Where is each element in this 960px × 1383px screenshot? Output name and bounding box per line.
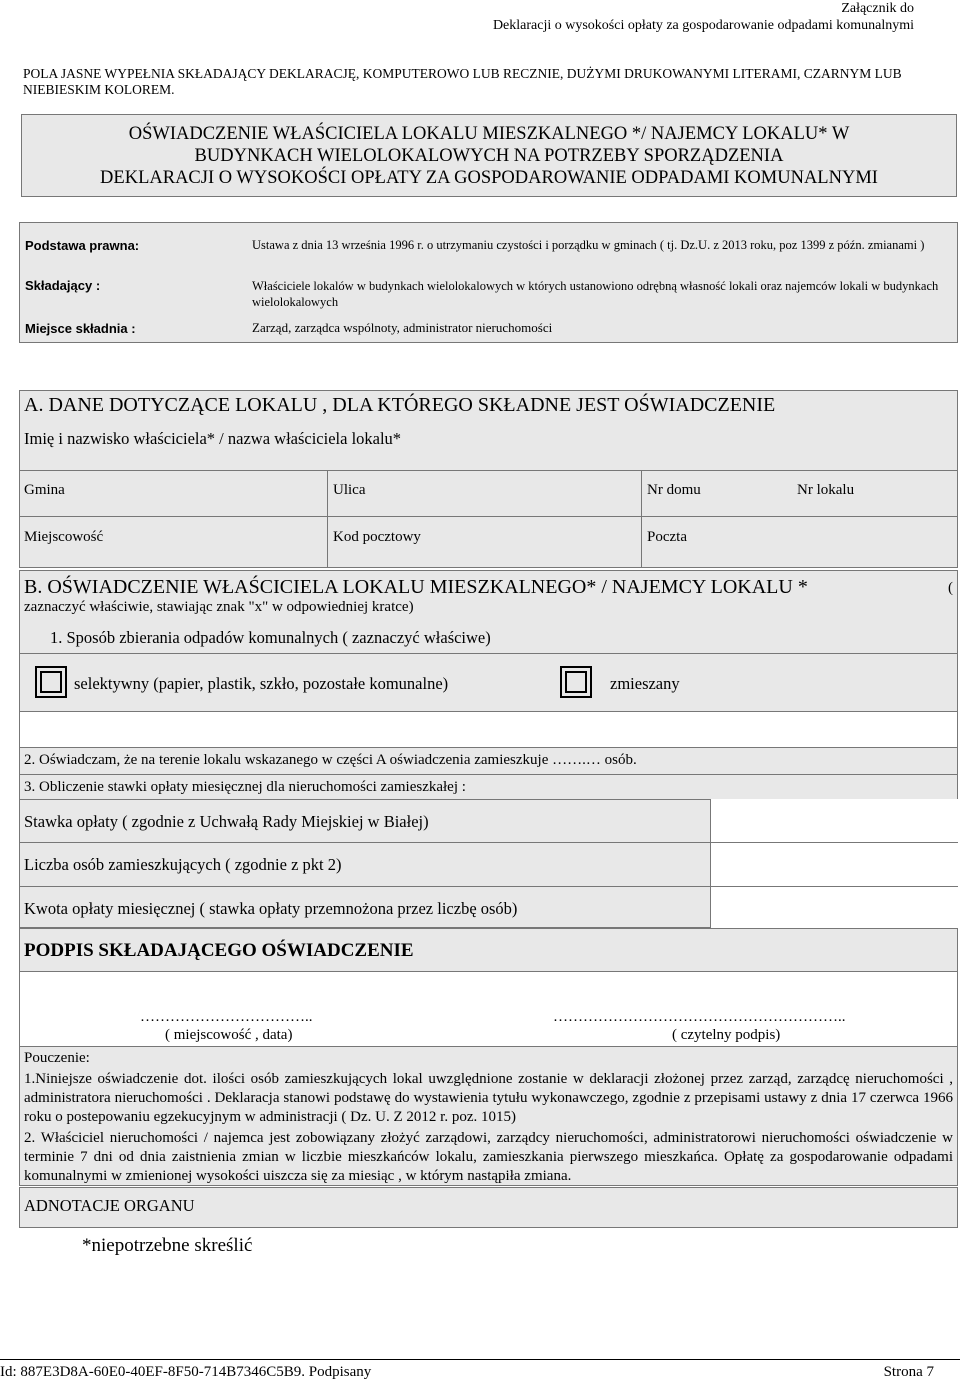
rate-input[interactable] [710, 799, 958, 842]
legal-basis-label: Podstawa prawna: [25, 238, 140, 253]
form-title-line3: DEKLARACJI O WYSOKOŚCI OPŁATY ZA GOSPODAROWANIE ODPADAMI KOMUNALNYMI [100, 168, 878, 188]
selective-checkbox[interactable] [35, 666, 67, 698]
rate-label: Stawka opłaty ( zgodnie z Uchwałą Rady Miejskiej w Białej) [24, 812, 429, 831]
locality-field[interactable]: Miejscowość [24, 529, 104, 545]
signature-section [19, 928, 958, 1046]
signature-dots: ………………………………………………….. [553, 1009, 846, 1025]
instructions-title: Pouczenie: [24, 1050, 90, 1066]
owner-name-label[interactable]: Imię i nazwisko właściciela* / nazwa właściciela lokalu* [24, 429, 402, 448]
submitter-value: Właściciele lokalów w budynkach wielolokalowych w których ustanowiono odrębną własność lokali oraz najemców lokali w budynkach wielolokalowych [252, 279, 939, 309]
form-title-box [21, 114, 957, 197]
amount-input[interactable] [710, 887, 958, 928]
submitter-label: Składający : [25, 278, 101, 293]
section-a [19, 390, 958, 568]
attachment-label: Załącznik do [841, 1, 914, 16]
page-number: Strona 7 [883, 1364, 934, 1380]
footnote: *niepotrzebne skreślić [82, 1235, 253, 1256]
attachment-title: Deklaracji o wysokości opłaty za gospodarowanie odpadami komunalnymi [492, 18, 914, 33]
instructions-paragraph-1: 1.Niniejsze oświadczenie dot. ilości osób zamieszkujących lokal uwzględnione zostanie w deklaracji złożonej przez zarząd, zarządcę nieruchomości , administratora nieruchomości . Deklaracja stanowi podstawę do wystawienia tytułu wykonawczego, zgodnie z przepisami ustawy z dnia 17 czerwca 1966 roku o postepowaniu egzekucyjnym w administracji ( Dz. U. Z 2012 r. poz. 1015) [24, 1071, 953, 1125]
section-a-heading: A. DANE DOTYCZĄCE LOKALU , DLA KTÓREGO SKŁADNE JEST OŚWIADCZENIE [24, 394, 776, 416]
form-title-line2: BUDYNKACH WIELOLOKALOWYCH NA POTRZEBY SPORZĄDZENIA [194, 146, 784, 166]
form-title [22, 115, 956, 189]
fill-instruction: POLA JASNE WYPEŁNIA SKŁADAJĄCY DEKLARACJĘ, KOMPUTEROWO LUB RECZNIE, DUŻYMI DRUKOWANYMI LITERAMI, CZARNYM LUB NIEBIESKIM KOLOREM. [23, 66, 902, 97]
mixed-option-label: zmieszany [610, 674, 680, 693]
instructions-box [19, 1046, 958, 1186]
persons-input[interactable] [710, 843, 958, 886]
post-office-field[interactable]: Poczta [647, 529, 687, 545]
mixed-checkbox[interactable] [560, 666, 592, 698]
house-number-field[interactable]: Nr domu [647, 482, 701, 498]
calculation-heading: 3. Obliczenie stawki opłaty miesięcznej dla nieruchomości zamieszkałej : [24, 779, 466, 795]
postal-code-field[interactable]: Kod pocztowy [333, 529, 421, 545]
section-b-paren: ( [948, 580, 953, 596]
document-id: Id: 887E3D8A-60E0-40EF-8F50-714B7346C5B9. Podpisany [0, 1364, 372, 1380]
instructions-paragraph-2: 2. Właściciel nieruchomości / najemca jest zobowiązany złożyć zarządowi, zarządcy nieruchomości, administratorowi nieruchomości oświadczenie w terminie 7 dni od dnia zaistnienia zmian w liczbie mieszkańców lokalu, zamieszkania pierwszego mieszkańca. Opłatę za gospodarowanie odpadami komunalnymi w zmienionej wysokości uiszcza się za miesiąc , w którym nastąpiła zmiana. [24, 1130, 953, 1184]
signature-label: ( czytelny podpis) [672, 1027, 781, 1043]
authority-notes-label: ADNOTACJE ORGANU [24, 1196, 195, 1215]
amount-label: Kwota opłaty miesięcznej ( stawka opłaty przemnożona przez liczbę osób) [24, 899, 518, 918]
form-title-line1: OŚWIADCZENIE WŁAŚCICIELA LOKALU MIESZKALNEGO */ NAJEMCY LOKALU* W [128, 124, 850, 144]
place-date-dots: …………………………….. [140, 1009, 313, 1025]
residents-statement[interactable]: 2. Oświadczam, że na terenie lokalu wskazanego w części A oświadczenia zamieszkuje …….… osób. [24, 752, 637, 768]
submission-place-label: Miejsce składnia : [25, 321, 136, 336]
place-date-label: ( miejscowość , data) [165, 1027, 293, 1043]
signature-heading: PODPIS SKŁADAJĄCEGO OŚWIADCZENIE [24, 940, 414, 961]
footer-rule [0, 1359, 960, 1360]
selective-option-label: selektywny (papier, plastik, szkło, pozostałe komunalne) [74, 674, 449, 693]
ulica-field[interactable]: Ulica [333, 482, 366, 498]
legal-basis-value: Ustawa z dnia 13 września 1996 r. o utrzymaniu czystości i porządku w gminach ( tj. Dz.U. z 2013 roku, poz 1399 z późn. zmianami ) [252, 238, 925, 252]
authority-notes-box [19, 1187, 958, 1228]
legal-info-box [19, 222, 958, 343]
section-b-heading: B. OŚWIADCZENIE WŁAŚCICIELA LOKALU MIESZKALNEGO* / NAJEMCY LOKALU * [24, 576, 808, 598]
apartment-number-field[interactable]: Nr lokalu [797, 482, 855, 498]
section-b [19, 570, 958, 928]
gmina-field[interactable]: Gmina [24, 482, 65, 498]
submission-place-value: Zarząd, zarządca wspólnoty, administrator nieruchomości [252, 320, 553, 335]
collection-method-question: 1. Sposób zbierania odpadów komunalnych ( zaznaczyć właściwe) [50, 628, 491, 647]
section-b-hint: zaznaczyć właściwie, stawiając znak "x" w odpowiedniej kratce) [24, 599, 414, 615]
persons-label: Liczba osób zamieszkujących ( zgodnie z pkt 2) [24, 855, 342, 874]
